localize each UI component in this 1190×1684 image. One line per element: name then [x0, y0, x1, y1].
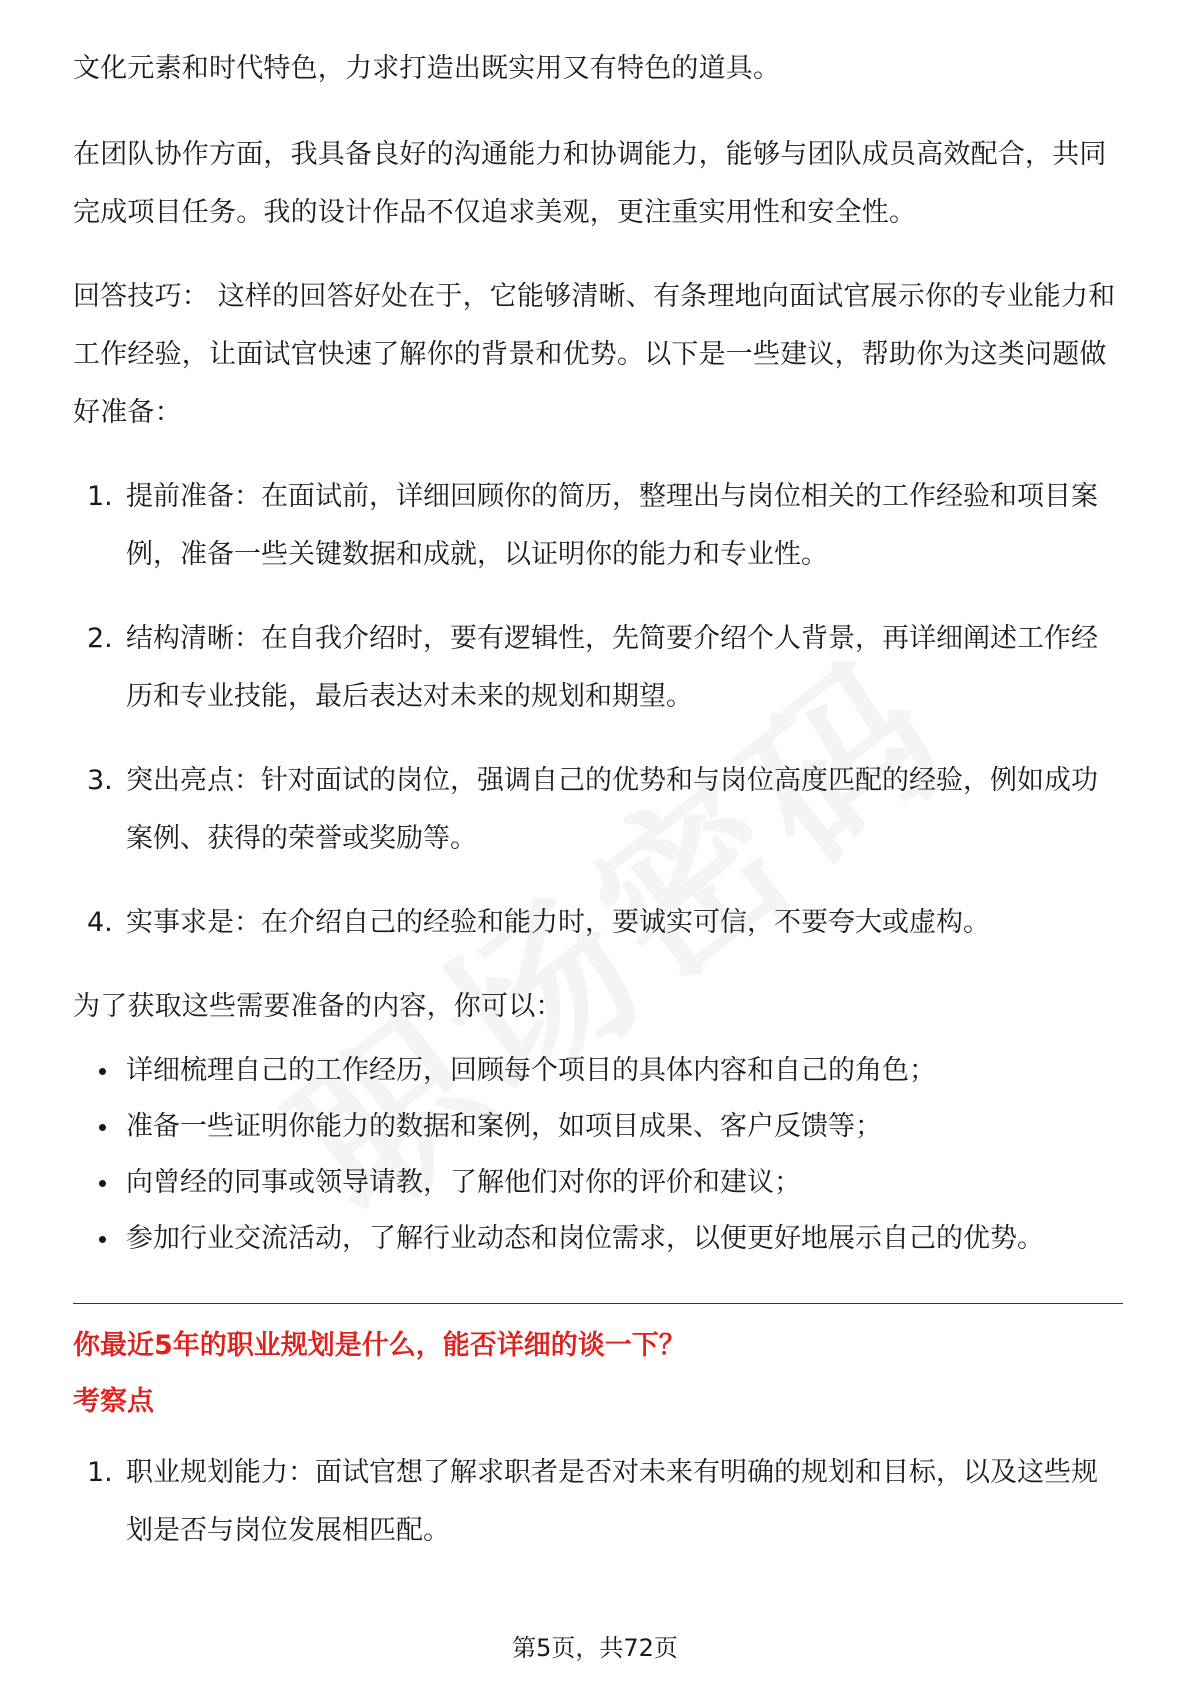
section-divider: [73, 1303, 1123, 1304]
page-footer: 第5页，共72页: [512, 1634, 678, 1662]
tips-list: [73, 468, 1123, 952]
bullet-icon: [99, 1236, 106, 1243]
tip-item: [73, 752, 1123, 868]
paragraph-teamwork: 在团队协作方面，我具备良好的沟通能力和协调能力，能够与团队成员高效配合，共同完成项目任务。我的设计作品不仅追求美观，更注重实用性和安全性。: [73, 139, 1107, 228]
tip-number: 2.: [87, 623, 113, 654]
prep-item-text: 详细梳理自己的工作经历，回顾每个项目的具体内容和自己的角色；: [126, 1055, 936, 1086]
prep-item-text: 参加行业交流活动，了解行业动态和岗位需求，以便更好地展示自己的优势。: [126, 1223, 1044, 1254]
tip-item: [73, 610, 1123, 726]
tip-text: 实事求是：在介绍自己的经验和能力时，要诚实可信，不要夸大或虚构。: [126, 907, 990, 938]
tip-text: 结构清晰：在自我介绍时，要有逻辑性，先简要介绍个人背景，再详细阐述工作经历和专业技能，最后表达对未来的规划和期望。: [126, 623, 1098, 712]
document-page: [73, 40, 1123, 1586]
prep-intro: 为了获取这些需要准备的内容，你可以：: [73, 991, 563, 1022]
tip-item: [73, 894, 1123, 952]
tip-text: 突出亮点：针对面试的岗位，强调自己的优势和与岗位高度匹配的经验，例如成功案例、获得的荣誉或奖励等。: [126, 765, 1098, 854]
point-number: 1.: [87, 1457, 113, 1488]
tip-number: 1.: [87, 481, 113, 512]
prep-item-text: 向曾经的同事或领导请教，了解他们对你的评价和建议；: [126, 1167, 801, 1198]
question-title: 你最近5年的职业规划是什么，能否详细的谈一下？: [73, 1330, 686, 1361]
question-subtitle: 考察点: [73, 1386, 154, 1417]
assessment-point: [73, 1444, 1123, 1560]
point-text: 职业规划能力：面试官想了解求职者是否对未来有明确的规划和目标，以及这些规划是否与岗位发展相匹配。: [126, 1457, 1098, 1546]
prep-item: [73, 1212, 1123, 1265]
paragraph-answer-tips: 回答技巧： 这样的回答好处在于，它能够清晰、有条理地向面试官展示你的专业能力和工作经验，让面试官快速了解你的背景和优势。以下是一些建议，帮助你为这类问题做好准备：: [73, 281, 1116, 428]
bullet-icon: [99, 1068, 106, 1075]
tip-item: [73, 468, 1123, 584]
prep-item-text: 准备一些证明你能力的数据和案例，如项目成果、客户反馈等；: [126, 1111, 882, 1142]
tip-number: 4.: [87, 907, 113, 938]
bullet-icon: [99, 1124, 106, 1131]
tip-number: 3.: [87, 765, 113, 796]
assessment-points-list: [73, 1444, 1123, 1560]
prep-item: [73, 1100, 1123, 1153]
paragraph-continuation: 文化元素和时代特色，力求打造出既实用又有特色的道具。: [73, 53, 781, 84]
prep-list: [73, 1044, 1123, 1265]
bullet-icon: [99, 1180, 106, 1187]
prep-item: [73, 1044, 1123, 1097]
tip-text: 提前准备：在面试前，详细回顾你的简历，整理出与岗位相关的工作经验和项目案例，准备一些关键数据和成就，以证明你的能力和专业性。: [126, 481, 1098, 570]
prep-item: [73, 1156, 1123, 1209]
